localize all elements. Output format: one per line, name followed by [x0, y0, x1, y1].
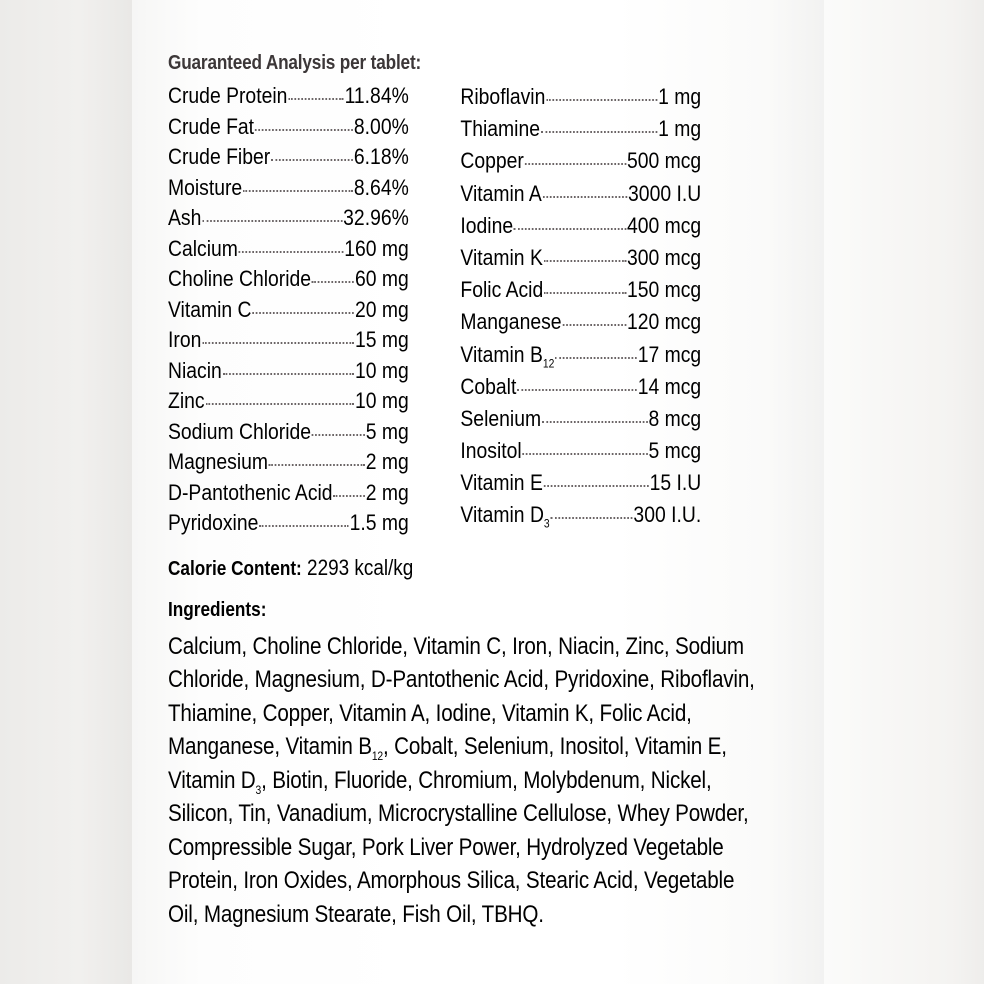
dotted-leader — [562, 324, 626, 326]
dotted-leader — [255, 129, 353, 131]
nutrient-amount: 300 mcg — [626, 244, 702, 270]
nutrient-name-text: Inositol — [460, 438, 522, 464]
dotted-leader — [555, 357, 637, 359]
nutrient-name-text: Pyridoxine — [168, 510, 259, 535]
nutrient-amount: 20 mg — [355, 296, 409, 322]
nutrient-amount: 8.64% — [353, 174, 409, 200]
nutrient-row — [168, 112, 409, 143]
nutrient-name-text: Sodium Chloride — [168, 418, 312, 444]
ingredients-text — [168, 630, 761, 932]
nutrient-name-text: Crude Fat — [168, 113, 255, 139]
label-content — [168, 52, 755, 931]
nutrient-row — [168, 356, 409, 387]
nutrient-amount: 8.00% — [353, 113, 409, 139]
nutrient-name — [460, 242, 542, 274]
nutrient-row — [168, 234, 409, 265]
dotted-leader — [543, 196, 628, 198]
dotted-leader — [288, 98, 343, 100]
nutrient-amount: 8 mcg — [648, 405, 702, 431]
nutrient-amount: 15 I.U — [649, 470, 702, 496]
nutrient-amount: 17 mcg — [637, 341, 702, 367]
dotted-leader — [312, 281, 354, 283]
nutrient-row — [168, 386, 409, 417]
nutrient-amount: 10 mg — [355, 357, 409, 383]
nutrient-row — [460, 371, 701, 403]
nutrient-name-text: Vitamin E — [460, 470, 543, 496]
nutrient-amount: 2 mg — [365, 479, 409, 505]
nutrient-name-text: Thiamine — [460, 116, 540, 142]
analysis-heading: Guaranteed Analysis per tablet: — [168, 52, 422, 74]
nutrient-name — [168, 386, 205, 417]
nutrient-name — [168, 478, 333, 509]
nutrient-name-text: Calcium — [168, 235, 238, 261]
nutrient-name — [168, 81, 287, 112]
nutrient-name-text: Copper — [460, 148, 524, 174]
dotted-leader — [523, 453, 648, 455]
nutrient-name — [460, 499, 549, 531]
nutrient-row — [168, 325, 409, 356]
nutrient-name — [168, 234, 238, 265]
nutrient-row — [460, 306, 701, 338]
nutrient-name-text: Vitamin C — [168, 296, 252, 322]
nutrient-name — [460, 371, 516, 403]
nutrient-name-text: Choline Chloride — [168, 266, 312, 291]
nutrient-amount: 160 mg — [344, 235, 409, 261]
nutrient-name — [460, 274, 543, 306]
ingredients-subscript: 12 — [371, 748, 383, 763]
nutrient-amount: 1.5 mg — [349, 510, 409, 535]
nutrient-name — [168, 264, 311, 295]
dotted-leader — [544, 485, 649, 487]
nutrient-name-text: Crude Fiber — [168, 144, 271, 169]
ingredients-subscript: 3 — [255, 782, 262, 797]
nutrient-name-text: Riboflavin — [460, 84, 546, 109]
dotted-leader — [525, 163, 626, 165]
nutrient-name-text: Ash — [168, 205, 202, 230]
backdrop-left — [0, 0, 132, 984]
nutrient-name-text: Vitamin D — [460, 502, 544, 528]
dotted-leader — [542, 421, 648, 423]
nutrient-name — [460, 306, 561, 338]
nutrient-name — [168, 203, 201, 234]
nutrient-row — [460, 145, 701, 177]
nutrient-name — [460, 113, 540, 145]
nutrient-row — [460, 499, 701, 531]
nutrient-name — [460, 435, 521, 467]
dotted-leader — [541, 131, 657, 133]
nutrient-name — [168, 295, 252, 326]
nutrient-amount: 32.96% — [343, 205, 409, 230]
nutrient-row — [168, 417, 409, 448]
nutrient-amount: 5 mg — [365, 418, 409, 444]
calorie-content — [168, 555, 701, 581]
nutrient-row — [460, 210, 701, 242]
nutrient-name — [460, 210, 513, 242]
nutrient-row — [460, 113, 701, 145]
nutrient-name — [168, 417, 311, 448]
nutrient-amount: 6.18% — [353, 144, 409, 169]
nutrient-row — [460, 339, 701, 371]
nutrient-row — [460, 435, 701, 467]
calorie-value: 2293 kcal/kg — [307, 554, 414, 580]
dotted-leader — [546, 99, 657, 101]
dotted-leader — [243, 190, 353, 192]
nutrient-row — [460, 242, 701, 274]
nutrient-name-text: Vitamin A — [460, 180, 542, 206]
nutrient-name-text: Magnesium — [168, 449, 269, 474]
guaranteed-analysis — [168, 81, 701, 539]
nutrient-amount: 150 mcg — [626, 277, 702, 303]
nutrient-amount: 500 mcg — [626, 148, 702, 174]
nutrient-name — [168, 356, 222, 387]
ingredients-part: , Biotin, Fluoride, Chromium, Molybdenum, Nickel, Silicon, Tin, Vanadium, Microcrystalline Cellulose, Whey Powder, Compressible Sugar, Pork Liver Power, Hydrolyzed Vegetable Protein, Iron Oxides, Amorphous Silica, Stearic Acid, Vegetable Oil, Magnesium Stearate, Fish Oil, TBHQ. — [168, 766, 749, 928]
dotted-leader — [269, 464, 365, 466]
nutrient-name-text: Niacin — [168, 357, 222, 383]
dotted-leader — [252, 312, 354, 314]
ingredients-part: , Cobalt, Selenium, Inositol, Vitamin E, Vitamin D — [168, 733, 727, 794]
nutrient-amount: 2 mg — [365, 449, 409, 474]
backdrop-right — [824, 0, 984, 984]
nutrient-amount: 400 mcg — [626, 212, 702, 238]
nutrient-row — [168, 295, 409, 326]
nutrient-row — [168, 447, 409, 478]
nutrient-row — [168, 478, 409, 509]
nutrient-name-text: Crude Protein — [168, 83, 288, 108]
nutrient-amount: 3000 I.U — [628, 180, 702, 206]
nutrient-row — [168, 508, 409, 539]
nutrient-amount: 60 mg — [355, 266, 409, 291]
dotted-leader — [517, 389, 637, 391]
nutrient-name-text: Vitamin B — [460, 341, 543, 367]
nutrient-name — [168, 173, 242, 204]
nutrient-row — [460, 467, 701, 499]
nutrient-name-text: Manganese — [460, 309, 562, 335]
nutrient-row — [168, 81, 409, 112]
nutrient-amount: 14 mcg — [637, 373, 702, 399]
nutrient-name-text: D-Pantothenic Acid — [168, 479, 333, 505]
nutrient-row — [168, 264, 409, 295]
nutrient-name — [460, 403, 541, 435]
calorie-label: Calorie Content: — [168, 557, 302, 580]
nutrient-row — [460, 274, 701, 306]
dotted-leader — [205, 403, 354, 405]
ingredients-title: Ingredients: — [168, 598, 267, 621]
nutrient-amount: 5 mcg — [648, 438, 702, 464]
nutrient-name-text: Vitamin K — [460, 244, 543, 270]
nutrient-name — [168, 112, 254, 143]
nutrient-amount: 120 mcg — [626, 309, 702, 335]
nutrient-row — [460, 178, 701, 210]
dotted-leader — [514, 228, 626, 230]
nutrient-amount: 10 mg — [355, 388, 409, 413]
nutrient-name-text: Iodine — [460, 212, 514, 238]
nutrient-amount: 11.84% — [344, 83, 409, 108]
ingredients-part: Calcium, Choline Chloride, Vitamin C, Iron, Niacin, Zinc, Sodium Chloride, Magnesium, D-Pantothenic Acid, Pyridoxine, Riboflavin, Thiamine, Copper, Vitamin A, Iodine, Vitamin K, Folic Acid, Manganese, Vitamin B — [168, 632, 755, 760]
nutrient-name-text: Zinc — [168, 388, 205, 413]
nutrient-name-text: Moisture — [168, 174, 243, 200]
nutrient-name — [460, 467, 542, 499]
nutrient-amount: 1 mg — [658, 84, 702, 109]
dotted-leader — [333, 495, 364, 497]
dotted-leader — [202, 220, 342, 222]
nutrient-name — [168, 142, 270, 173]
dotted-leader — [223, 373, 355, 375]
nutrient-subscript: 3 — [543, 516, 550, 531]
dotted-leader — [271, 159, 353, 161]
dotted-leader — [544, 260, 626, 262]
nutrient-subscript: 12 — [542, 356, 555, 370]
nutrient-amount: 300 I.U. — [633, 502, 702, 528]
nutrient-row — [168, 203, 409, 234]
nutrient-name — [168, 508, 258, 539]
dotted-leader — [202, 342, 354, 344]
nutrient-name — [460, 339, 554, 371]
nutrient-name-text: Selenium — [460, 405, 542, 431]
nutrient-row — [460, 81, 701, 113]
analysis-column-right — [460, 81, 701, 539]
nutrient-name — [460, 145, 523, 177]
dotted-leader — [312, 434, 365, 436]
nutrient-row — [168, 142, 409, 173]
nutrient-name — [168, 325, 201, 356]
nutrient-amount: 15 mg — [355, 327, 409, 352]
nutrient-name-text: Cobalt — [460, 373, 517, 399]
dotted-leader — [239, 251, 344, 253]
nutrient-name — [460, 178, 541, 210]
nutrient-amount: 1 mg — [658, 116, 702, 142]
nutrient-name-text: Folic Acid — [460, 277, 544, 303]
dotted-leader — [259, 525, 349, 527]
nutrient-row — [168, 173, 409, 204]
nutrient-name — [168, 447, 268, 478]
nutrient-name — [460, 81, 545, 113]
nutrient-name-text: Iron — [168, 327, 202, 352]
analysis-column-left — [168, 81, 409, 539]
dotted-leader — [551, 517, 633, 519]
dotted-leader — [544, 292, 626, 294]
nutrient-row — [460, 403, 701, 435]
